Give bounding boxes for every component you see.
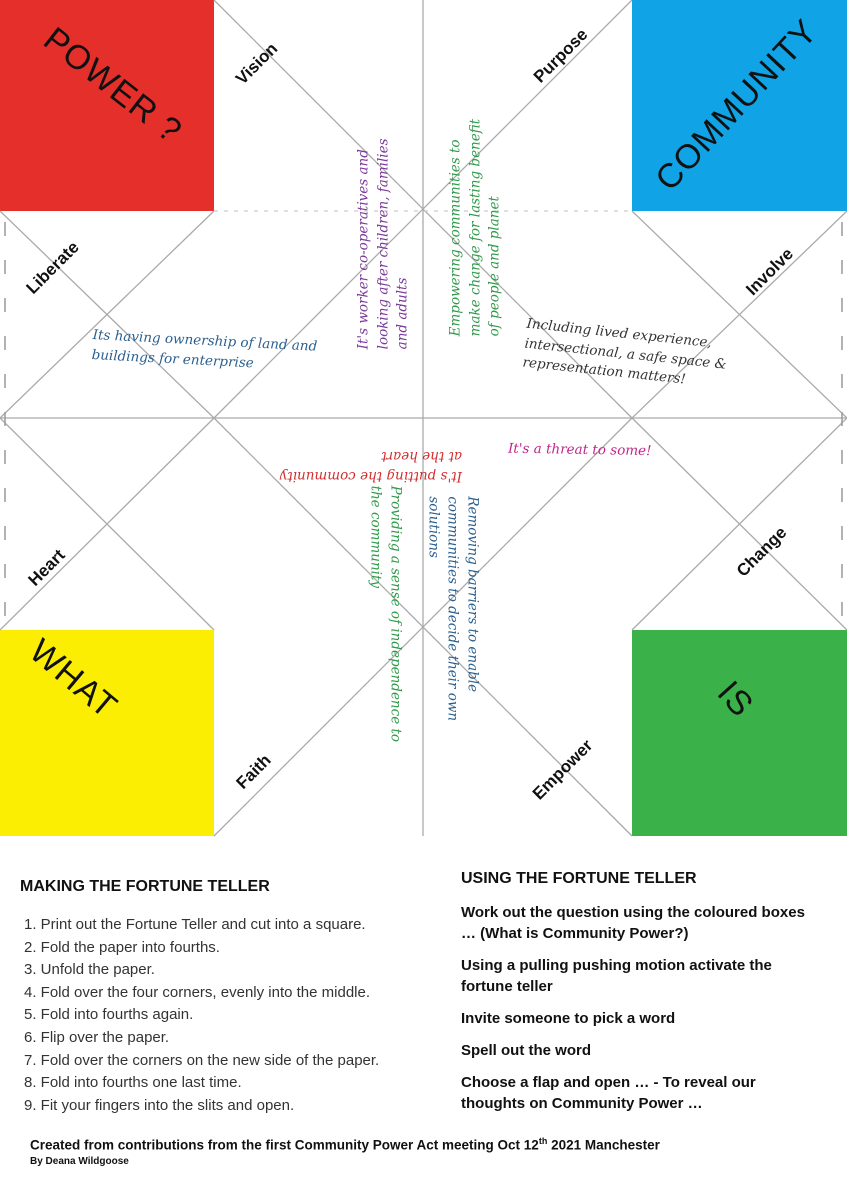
using-title: USING THE FORTUNE TELLER <box>461 870 697 887</box>
flap-word-faith[interactable]: Faith <box>232 750 275 793</box>
making-step: 3. Unfold the paper. <box>24 961 155 979</box>
message-coops: It's worker co-operatives and looking after children, families and adults <box>355 138 411 350</box>
message-barriers: Removing barriers to enable communities to decide their own solutions <box>425 496 481 722</box>
flap-word-empower[interactable]: Empower <box>528 735 597 804</box>
message-ownership: Its having ownership of land and buildings for enterprise <box>91 327 318 372</box>
flap-word-vision[interactable]: Vision <box>231 39 282 89</box>
corner-word-community: COMMUNITY <box>648 12 826 199</box>
making-step: 8. Fold into fourths one last time. <box>24 1074 242 1092</box>
using-step: Spell out the word <box>461 1042 591 1059</box>
using-step: Using a pulling pushing motion activate the fortune teller <box>461 957 772 995</box>
message-threat: It's a threat to some! <box>507 440 652 460</box>
making-step: 6. Flip over the paper. <box>24 1028 170 1046</box>
message-lived: Including lived experience, intersectional, a safe space & representation matters! <box>521 315 728 388</box>
making-step: 5. Fold into fourths again. <box>24 1006 194 1024</box>
using-steps <box>461 902 821 1125</box>
credit-text-start: Created from contributions from the first Community Power Act meeting Oct 12 <box>30 1137 539 1153</box>
corner-word-what: WHAT <box>22 631 125 727</box>
making-steps <box>24 914 379 1117</box>
flap-word-purpose[interactable]: Purpose <box>529 24 592 87</box>
making-step: 4. Fold over the four corners, evenly into the middle. <box>24 983 371 1001</box>
flap-word-change[interactable]: Change <box>732 522 791 581</box>
flap-word-liberate[interactable]: Liberate <box>22 237 83 298</box>
credit-superscript: th <box>538 1136 548 1146</box>
corner-word-power: POWER ? <box>36 19 189 151</box>
using-step: Choose a flap and open … - To reveal our thoughts on Community Power … <box>461 1074 756 1112</box>
message-independence: Providing a sense of independence to the community <box>368 485 404 743</box>
making-title: MAKING THE FORTUNE TELLER <box>20 878 270 895</box>
corner-word-is: IS <box>709 673 761 725</box>
credit-text-end: 2021 Manchester <box>547 1137 660 1153</box>
using-step: Work out the question using the coloured boxes … (What is Community Power?) <box>461 904 805 942</box>
instructions <box>0 860 847 1200</box>
flap-word-involve[interactable]: Involve <box>742 244 798 300</box>
credit-line <box>30 1136 660 1153</box>
making-step: 7. Fold over the corners on the new side of the paper. <box>24 1051 380 1069</box>
message-heart: It's putting the community at the heart <box>279 448 462 485</box>
flap-word-heart[interactable]: Heart <box>24 545 69 590</box>
using-step: Invite someone to pick a word <box>461 1010 676 1027</box>
byline: By Deana Wildgoose <box>30 1156 129 1167</box>
making-step: 2. Fold the paper into fourths. <box>24 938 220 956</box>
making-step: 9. Fit your fingers into the slits and open. <box>24 1096 295 1114</box>
making-step: 1. Print out the Fortune Teller and cut into a square. <box>24 916 366 933</box>
message-empowering: Empowering communities to make change for lasting benefit of people and planet <box>447 118 503 337</box>
